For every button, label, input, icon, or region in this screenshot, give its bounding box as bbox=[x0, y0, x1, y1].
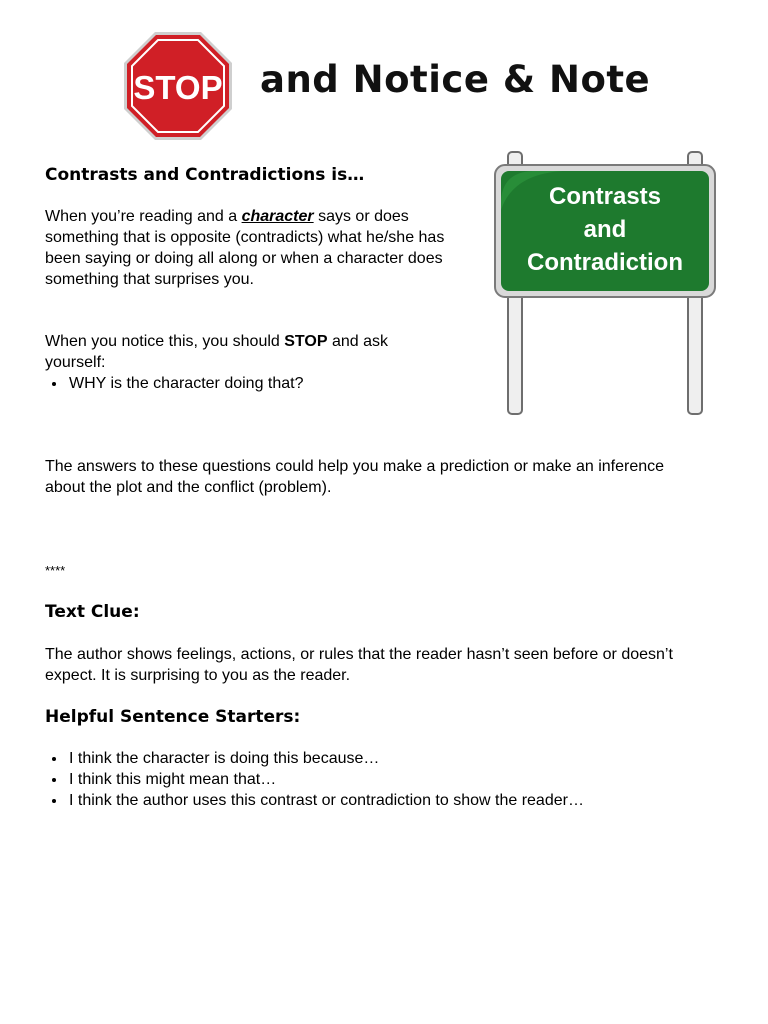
list-item: • WHY is the character doing that? bbox=[67, 373, 507, 394]
stop-sign-icon bbox=[122, 30, 234, 142]
road-sign-line-3: Contradiction bbox=[527, 249, 683, 276]
definition-paragraph bbox=[45, 206, 465, 290]
list-item: • I think the author uses this contrast or contradiction to show the reader… bbox=[67, 790, 747, 811]
notice-text-start: When you notice this, you should bbox=[45, 333, 285, 350]
section-heading-starters: Helpful Sentence Starters: bbox=[45, 707, 301, 727]
list-item: • I think this might mean that… bbox=[67, 769, 747, 790]
character-emphasis: character bbox=[241, 208, 314, 225]
question-list bbox=[23, 373, 507, 394]
section-heading-text-clue: Text Clue: bbox=[45, 602, 140, 622]
section-heading-contrasts: Contrasts and Contradictions is… bbox=[45, 165, 365, 185]
notice-paragraph bbox=[45, 331, 445, 373]
page-title: and Notice & Note bbox=[260, 58, 651, 101]
list-item: • I think the character is doing this because… bbox=[67, 748, 747, 769]
answers-paragraph: The answers to these questions could help you make a prediction or make an inference about the plot and the conflict (problem). bbox=[45, 458, 665, 496]
starters-list bbox=[23, 748, 747, 811]
definition-text-end: says or does something that is opposite (contradicts) what he/she has been saying or doing all along or when a character does something that surprises you. bbox=[45, 208, 445, 288]
section-divider: **** bbox=[45, 563, 66, 578]
road-sign-line-2: and bbox=[583, 216, 627, 243]
text-clue-paragraph: The author shows feelings, actions, or rules that the reader hasn’t seen before or doesn’t expect. It is surprising to you as the reader. bbox=[45, 646, 673, 684]
road-sign-image bbox=[493, 150, 717, 418]
definition-text-start: When you’re reading and a bbox=[45, 208, 242, 225]
road-sign-line-1: Contrasts bbox=[548, 183, 662, 210]
notice-text-end: and ask yourself: bbox=[45, 333, 389, 371]
stop-sign-label: STOP bbox=[133, 69, 223, 106]
stop-emphasis: STOP bbox=[284, 333, 328, 350]
